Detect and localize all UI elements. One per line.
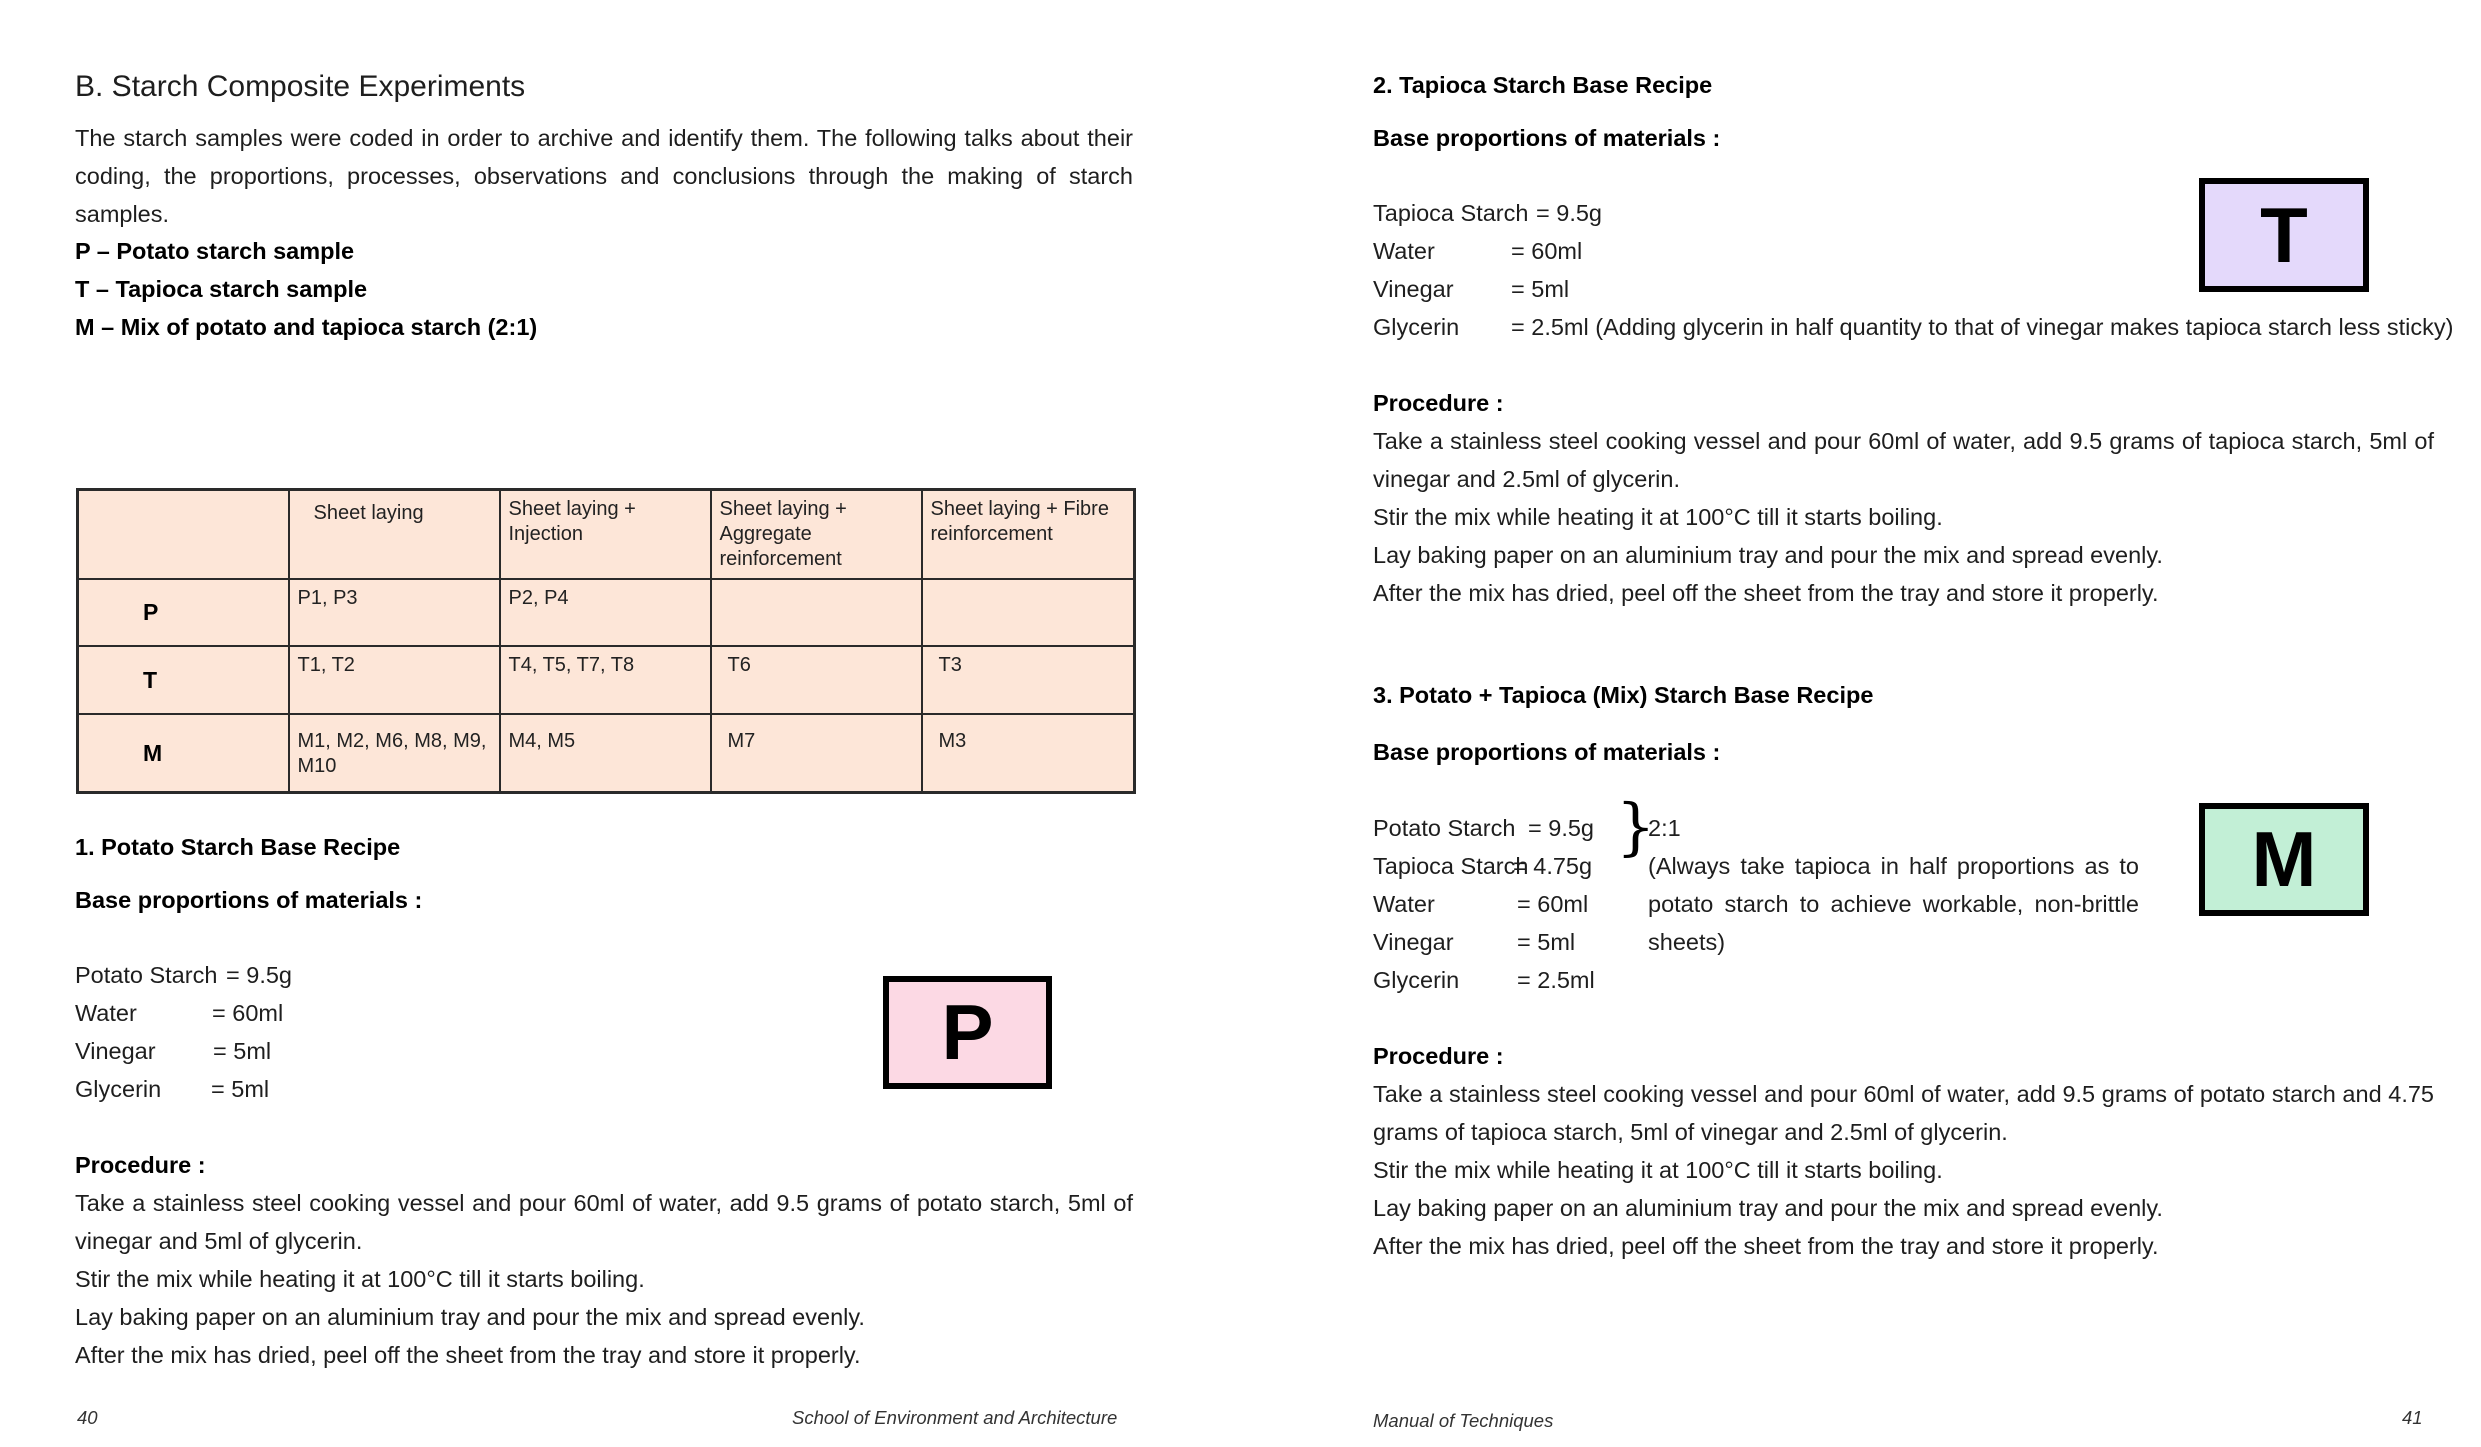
material-value: = 5ml — [1517, 929, 1576, 955]
material-value: = 2.5ml (Adding glycerin in half quantity to that of vinegar makes tapioca starch less sticky) — [1511, 314, 2454, 340]
material-value: = 5ml — [213, 1038, 272, 1064]
potato-procedure-step: Stir the mix while heating it at 100°C till it starts boiling. — [75, 1266, 645, 1292]
material-value: = 5ml — [1511, 276, 1570, 302]
potato-procedure-step: Take a stainless steel cooking vessel and pour 60ml of water, add 9.5 grams of potato starch, 5ml of vinegar and 5ml of glycerin. — [75, 1190, 1133, 1254]
mix-ratio: 2:1 — [1648, 815, 1681, 841]
intro-paragraph: The starch samples were coded in order to archive and identify them. The following talks about their coding, the proportions, processes, observations and conclusions through the making of starch samples. — [75, 125, 1133, 227]
table-header-cell: Sheet laying + Fibre reinforcement — [922, 490, 1135, 580]
material-value: = 60ml — [1511, 238, 1583, 264]
sample-code-table — [76, 488, 1136, 794]
table-cell: M4, M5 — [500, 714, 711, 793]
code-potato: P – Potato starch sample — [75, 238, 355, 264]
table-cell — [922, 579, 1135, 646]
material-value: = 9.5g — [226, 962, 292, 988]
tapioca-recipe-title: 2. Tapioca Starch Base Recipe — [1373, 72, 1713, 98]
section-title: B. Starch Composite Experiments — [75, 70, 526, 103]
table-row — [78, 646, 1135, 714]
material-name: Potato Starch — [1373, 815, 1516, 841]
page-number-left: 40 — [77, 1407, 98, 1428]
tapioca-procedure-step: Lay baking paper on an aluminium tray and pour the mix and spread evenly. — [1373, 542, 2163, 568]
row-label-m: M — [78, 714, 289, 793]
table-cell: T6 — [711, 646, 922, 714]
mix-ratio-note: (Always take tapioca in half proportions as to potato starch to achieve workable, non-brittle sheets) — [1648, 853, 2139, 955]
code-tapioca: T – Tapioca starch sample — [75, 276, 368, 302]
material-value: = 60ml — [212, 1000, 284, 1026]
table-cell: M3 — [922, 714, 1135, 793]
table-cell: T4, T5, T7, T8 — [500, 646, 711, 714]
table-header-cell: Sheet laying + Injection — [500, 490, 711, 580]
material-name: Water — [1373, 891, 1435, 917]
table-header-cell — [78, 490, 289, 580]
table-cell: M1, M2, M6, M8, M9, M10 — [289, 714, 500, 793]
material-value: = 60ml — [1517, 891, 1589, 917]
row-label-t: T — [78, 646, 289, 714]
material-name: Potato Starch — [75, 962, 218, 988]
table-row — [78, 714, 1135, 793]
table-row — [78, 579, 1135, 646]
table-header-cell: Sheet laying + Aggregate reinforcement — [711, 490, 922, 580]
material-name: Glycerin — [1373, 967, 1460, 993]
potato-recipe-title: 1. Potato Starch Base Recipe — [75, 834, 401, 860]
potato-code-badge: P — [883, 976, 1052, 1089]
material-name: Vinegar — [75, 1038, 156, 1064]
table-cell: M7 — [711, 714, 922, 793]
footer-left: School of Environment and Architecture — [792, 1407, 1118, 1428]
material-name: Tapioca Starch — [1373, 200, 1529, 226]
tapioca-procedure-step: Stir the mix while heating it at 100°C till it starts boiling. — [1373, 504, 1943, 530]
material-value: = 4.75g — [1513, 853, 1593, 879]
potato-procedure-step: Lay baking paper on an aluminium tray and pour the mix and spread evenly. — [75, 1304, 865, 1330]
material-name: Glycerin — [1373, 314, 1460, 340]
mix-code-badge: M — [2199, 803, 2369, 916]
mix-recipe-title: 3. Potato + Tapioca (Mix) Starch Base Recipe — [1373, 682, 1874, 708]
table-cell: P1, P3 — [289, 579, 500, 646]
material-name: Glycerin — [75, 1076, 162, 1102]
tapioca-procedure-step: After the mix has dried, peel off the sheet from the tray and store it properly. — [1373, 580, 2159, 606]
table-header-cell: Sheet laying — [289, 490, 500, 580]
tapioca-procedure-heading: Procedure : — [1373, 390, 1504, 416]
potato-procedure-heading: Procedure : — [75, 1152, 206, 1178]
table-cell: T1, T2 — [289, 646, 500, 714]
material-name: Water — [75, 1000, 137, 1026]
mix-procedure-step: Stir the mix while heating it at 100°C till it starts boiling. — [1373, 1157, 1943, 1183]
mix-procedure-heading: Procedure : — [1373, 1043, 1504, 1069]
potato-proportions-heading: Base proportions of materials : — [75, 887, 423, 913]
row-label-p: P — [78, 579, 289, 646]
material-value: = 9.5g — [1536, 200, 1602, 226]
table-header-row — [78, 490, 1135, 580]
page-number-right: 41 — [2402, 1407, 2423, 1428]
potato-procedure-step: After the mix has dried, peel off the sheet from the tray and store it properly. — [75, 1342, 861, 1368]
code-mix: M – Mix of potato and tapioca starch (2:1) — [75, 314, 538, 340]
mix-procedure-step: Take a stainless steel cooking vessel and pour 60ml of water, add 9.5 grams of potato starch and 4.75 grams of tapioca starch, 5ml of vinegar and 2.5ml of glycerin. — [1373, 1081, 2434, 1145]
material-name: Tapioca Starch — [1373, 853, 1529, 879]
mix-procedure-step: Lay baking paper on an aluminium tray and pour the mix and spread evenly. — [1373, 1195, 2163, 1221]
material-value: = 5ml — [211, 1076, 270, 1102]
footer-right: Manual of Techniques — [1373, 1410, 1554, 1431]
table-cell: T3 — [922, 646, 1135, 714]
material-name: Vinegar — [1373, 929, 1454, 955]
table-cell — [711, 579, 922, 646]
tapioca-code-badge: T — [2199, 178, 2369, 292]
material-value: = 9.5g — [1528, 815, 1594, 841]
material-name: Vinegar — [1373, 276, 1454, 302]
material-name: Water — [1373, 238, 1435, 264]
mix-procedure-step: After the mix has dried, peel off the sheet from the tray and store it properly. — [1373, 1233, 2159, 1259]
tapioca-procedure-step: Take a stainless steel cooking vessel and pour 60ml of water, add 9.5 grams of tapioca starch, 5ml of vinegar and 2.5ml of glycerin. — [1373, 428, 2434, 492]
mix-proportions-heading: Base proportions of materials : — [1373, 739, 1721, 765]
ratio-brace-icon: } — [1616, 790, 1656, 863]
table-cell: P2, P4 — [500, 579, 711, 646]
material-value: = 2.5ml — [1517, 967, 1595, 993]
tapioca-proportions-heading: Base proportions of materials : — [1373, 125, 1721, 151]
